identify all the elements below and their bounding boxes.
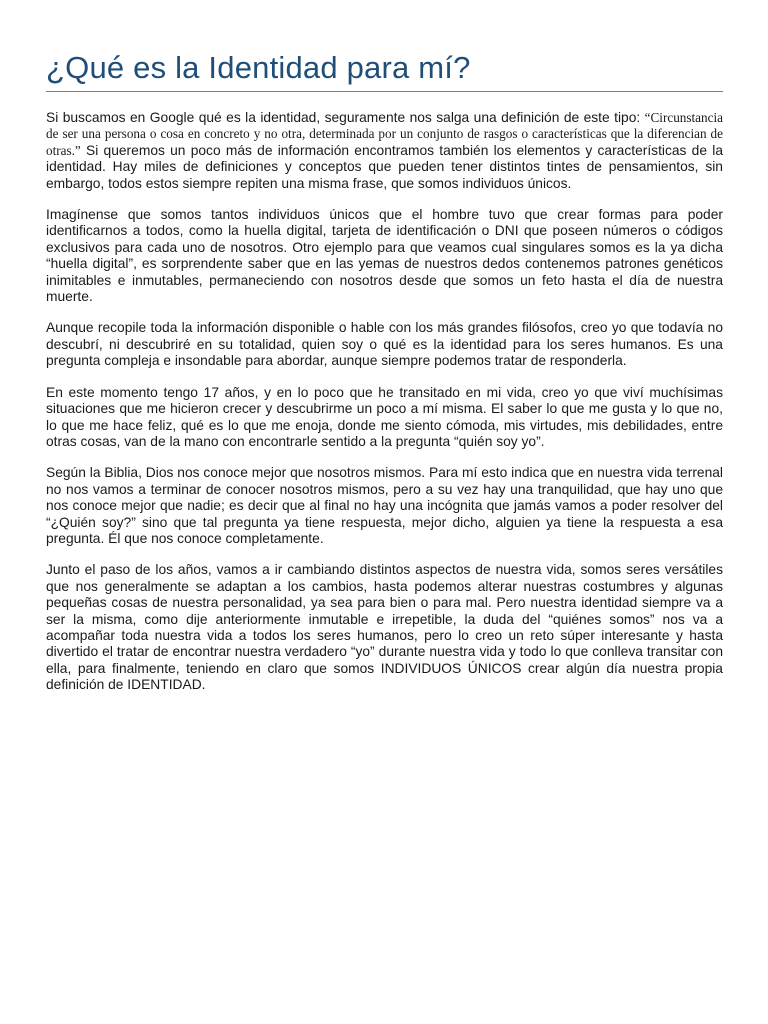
google-definition-quote: “Circunstancia de ser una persona o cosa en concreto y no otra, determinada por un conjunto de rasgos o características que la diferencian de otras.”	[46, 110, 723, 158]
paragraph-3: Aunque recopile toda la información disponible o hable con los más grandes filósofos, creo yo que todavía no descubrí, ni descubriré en su totalidad, quien soy o qué es la identidad para los seres humanos. Es una pregunta compleja e insondable para abordar, aunque siempre podemos tratar de responderla.	[46, 320, 723, 369]
paragraph-4: En este momento tengo 17 años, y en lo poco que he transitado en mi vida, creo yo que viví muchísimas situaciones que me hicieron crecer y descubrirme un poco a mí misma. El saber lo que me gusta y lo que no, lo que me hace feliz, qué es lo que me enoja, donde me siento cómoda, mis virtudes, mis debilidades, entre otras cosas, van de la mano con encontrarle sentido a la pregunta “quién soy yo”.	[46, 384, 723, 449]
paragraph-2: Imagínense que somos tantos individuos únicos que el hombre tuvo que crear formas para poder identificarnos a todos, como la huella digital, tarjeta de identificación o DNI que poseen números o códigos exclusivos para cada uno de nosotros. Otro ejemplo para que veamos cual singulares somos es la ya dicha “huella digital”, es sorprendente saber que en las yemas de nuestros dedos contenemos patrones genéticos inimitables e inmutables, permaneciendo con nosotros desde que somos un feto hasta el día de nuestra muerte.	[46, 207, 723, 305]
document-page	[46, 0, 723, 709]
page-title: ¿Qué es la Identidad para mí?	[46, 50, 471, 85]
paragraph-1	[46, 110, 723, 192]
paragraph-1-rest: Si queremos un poco más de información encontramos también los elementos y características de la identidad. Hay miles de definiciones y conceptos que pueden tener distintos tintes de pensamientos, sin embargo, todos estos siempre repiten una misma frase, que somos individuos únicos.	[46, 142, 723, 191]
paragraph-5: Según la Biblia, Dios nos conoce mejor que nosotros mismos. Para mí esto indica que en nuestra vida terrenal no nos vamos a terminar de conocer nosotros mismos, pero a su vez hay una tranquilidad, que hay uno que nos conoce mejor que nadie; es decir que al final no hay una incógnita que jamás vamos a poder resolver del “¿Quién soy?” sino que tal pregunta ya tiene respuesta, mejor dicho, alguien ya tiene la respuesta a esa pregunta. Él que nos conoce completamente.	[46, 465, 723, 546]
paragraph-1-intro: Si buscamos en Google qué es la identidad, seguramente nos salga una definición de este tipo:	[46, 110, 645, 125]
paragraph-6: Junto el paso de los años, vamos a ir cambiando distintos aspectos de nuestra vida, somos seres versátiles que nos generalmente se adaptan a los cambios, hasta podemos alterar nuestras costumbres y algunas pequeñas cosas de nuestra personalidad, ya sea para bien o para mal. Pero nuestra identidad siempre va a ser la misma, como dije anteriormente inmutable e irrepetible, la duda del “quiénes somos” nos va a acompañar toda nuestra vida a todos los seres humanos, pero lo creo un reto súper interesante y hasta divertido el tratar de encontrar nuestra verdadero “yo” durante nuestra vida y todo lo que conlleva transitar con ella, para finalmente, teniendo en claro que somos INDIVIDUOS ÚNICOS crear algún día nuestra propia definición de IDENTIDAD.	[46, 562, 723, 693]
title-underline	[46, 91, 723, 92]
